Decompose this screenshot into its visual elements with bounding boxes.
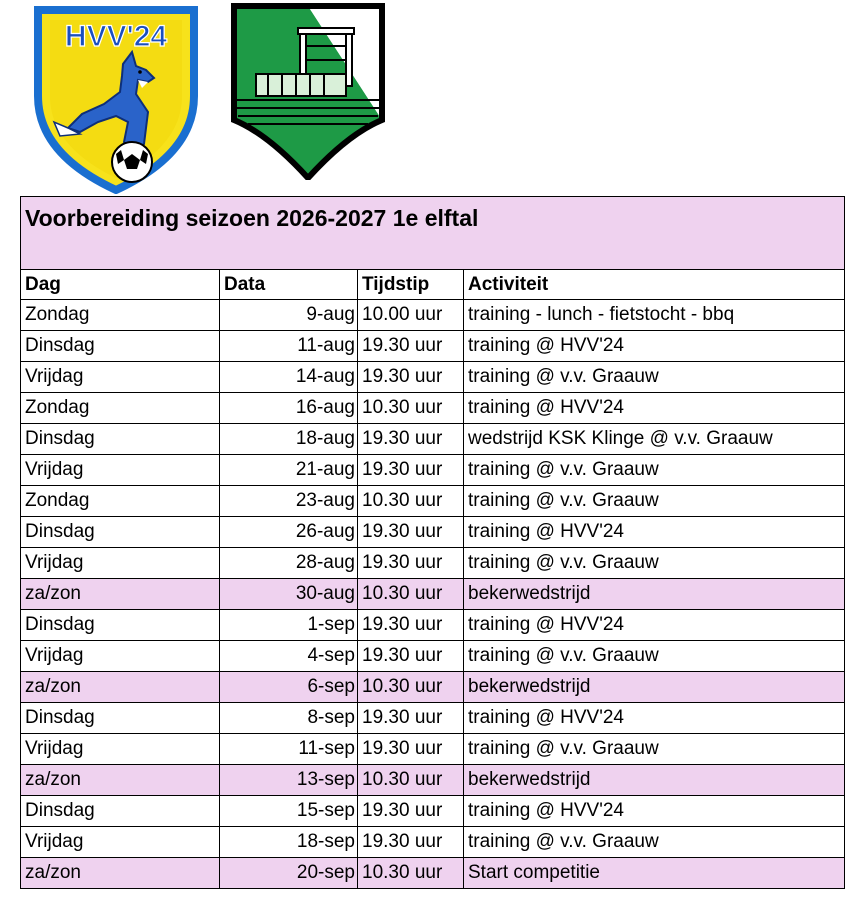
cell-tijdstip: 10.30 uur xyxy=(358,393,464,424)
cell-activiteit: bekerwedstrijd xyxy=(464,672,845,703)
cell-activiteit: training @ v.v. Graauw xyxy=(464,734,845,765)
cell-dag: Dinsdag xyxy=(21,796,220,827)
cell-tijdstip: 19.30 uur xyxy=(358,455,464,486)
cell-activiteit: training @ HVV'24 xyxy=(464,331,845,362)
cell-data: 18-sep xyxy=(220,827,358,858)
cell-data: 14-aug xyxy=(220,362,358,393)
cell-dag: Dinsdag xyxy=(21,331,220,362)
table-row xyxy=(21,331,845,362)
cell-tijdstip: 19.30 uur xyxy=(358,610,464,641)
cell-dag: Zondag xyxy=(21,486,220,517)
cell-tijdstip: 19.30 uur xyxy=(358,331,464,362)
cell-dag: Zondag xyxy=(21,300,220,331)
cell-dag: Vrijdag xyxy=(21,548,220,579)
cell-tijdstip: 19.30 uur xyxy=(358,641,464,672)
cell-activiteit: training @ v.v. Graauw xyxy=(464,486,845,517)
cell-dag: Vrijdag xyxy=(21,641,220,672)
cell-activiteit: bekerwedstrijd xyxy=(464,765,845,796)
cell-activiteit: training @ v.v. Graauw xyxy=(464,455,845,486)
header-dag: Dag xyxy=(21,270,220,300)
table-row xyxy=(21,734,845,765)
header-tijdstip: Tijdstip xyxy=(358,270,464,300)
cell-data: 26-aug xyxy=(220,517,358,548)
cell-data: 4-sep xyxy=(220,641,358,672)
cell-dag: Dinsdag xyxy=(21,517,220,548)
cell-activiteit: training @ HVV'24 xyxy=(464,703,845,734)
schedule-body xyxy=(21,300,845,889)
table-row xyxy=(21,393,845,424)
graauw-logo xyxy=(228,2,388,180)
cell-dag: za/zon xyxy=(21,858,220,889)
cell-data: 16-aug xyxy=(220,393,358,424)
cell-tijdstip: 19.30 uur xyxy=(358,796,464,827)
cell-data: 11-sep xyxy=(220,734,358,765)
cell-tijdstip: 19.30 uur xyxy=(358,424,464,455)
cell-data: 30-aug xyxy=(220,579,358,610)
cell-dag: za/zon xyxy=(21,579,220,610)
cell-tijdstip: 10.30 uur xyxy=(358,858,464,889)
table-row xyxy=(21,424,845,455)
table-row xyxy=(21,765,845,796)
table-row xyxy=(21,455,845,486)
header-activiteit: Activiteit xyxy=(464,270,845,300)
cell-data: 18-aug xyxy=(220,424,358,455)
table-row xyxy=(21,362,845,393)
cell-activiteit: training @ v.v. Graauw xyxy=(464,641,845,672)
football-icon xyxy=(112,142,152,182)
cell-tijdstip: 10.00 uur xyxy=(358,300,464,331)
table-row xyxy=(21,641,845,672)
schedule-table xyxy=(20,196,845,889)
cell-tijdstip: 19.30 uur xyxy=(358,827,464,858)
cell-tijdstip: 10.30 uur xyxy=(358,579,464,610)
schedule-title: Voorbereiding seizoen 2026-2027 1e elftal xyxy=(21,197,845,270)
cell-activiteit: training @ v.v. Graauw xyxy=(464,362,845,393)
cell-dag: Zondag xyxy=(21,393,220,424)
table-row xyxy=(21,796,845,827)
table-row xyxy=(21,300,845,331)
cell-activiteit: training @ HVV'24 xyxy=(464,517,845,548)
cell-data: 9-aug xyxy=(220,300,358,331)
hvv24-logo-text: HVV'24 xyxy=(64,20,168,53)
cell-dag: za/zon xyxy=(21,765,220,796)
cell-tijdstip: 10.30 uur xyxy=(358,672,464,703)
cell-data: 11-aug xyxy=(220,331,358,362)
cell-tijdstip: 19.30 uur xyxy=(358,734,464,765)
cell-data: 20-sep xyxy=(220,858,358,889)
cell-activiteit: training - lunch - fietstocht - bbq xyxy=(464,300,845,331)
cell-dag: Vrijdag xyxy=(21,455,220,486)
cell-dag: Dinsdag xyxy=(21,424,220,455)
table-row xyxy=(21,610,845,641)
cell-activiteit: bekerwedstrijd xyxy=(464,579,845,610)
cell-dag: Dinsdag xyxy=(21,703,220,734)
cell-activiteit: wedstrijd KSK Klinge @ v.v. Graauw xyxy=(464,424,845,455)
cell-activiteit: training @ HVV'24 xyxy=(464,393,845,424)
cell-dag: Vrijdag xyxy=(21,734,220,765)
table-row xyxy=(21,858,845,889)
cell-activiteit: Start competitie xyxy=(464,858,845,889)
table-row xyxy=(21,672,845,703)
table-row xyxy=(21,703,845,734)
header-data: Data xyxy=(220,270,358,300)
cell-data: 13-sep xyxy=(220,765,358,796)
cell-data: 21-aug xyxy=(220,455,358,486)
cell-tijdstip: 10.30 uur xyxy=(358,765,464,796)
cell-tijdstip: 19.30 uur xyxy=(358,548,464,579)
cell-activiteit: training @ HVV'24 xyxy=(464,610,845,641)
cell-dag: Dinsdag xyxy=(21,610,220,641)
title-row xyxy=(21,197,845,270)
cell-tijdstip: 10.30 uur xyxy=(358,486,464,517)
hvv24-logo xyxy=(28,4,204,194)
cell-dag: Vrijdag xyxy=(21,362,220,393)
cell-data: 15-sep xyxy=(220,796,358,827)
cell-activiteit: training @ v.v. Graauw xyxy=(464,827,845,858)
cell-activiteit: training @ v.v. Graauw xyxy=(464,548,845,579)
cell-activiteit: training @ HVV'24 xyxy=(464,796,845,827)
cell-tijdstip: 19.30 uur xyxy=(358,703,464,734)
cell-dag: Vrijdag xyxy=(21,827,220,858)
cell-data: 23-aug xyxy=(220,486,358,517)
table-row xyxy=(21,827,845,858)
cell-data: 28-aug xyxy=(220,548,358,579)
cell-data: 6-sep xyxy=(220,672,358,703)
cell-data: 1-sep xyxy=(220,610,358,641)
cell-tijdstip: 19.30 uur xyxy=(358,362,464,393)
cell-dag: za/zon xyxy=(21,672,220,703)
table-row xyxy=(21,579,845,610)
header-row xyxy=(21,270,845,300)
cell-tijdstip: 19.30 uur xyxy=(358,517,464,548)
cell-data: 8-sep xyxy=(220,703,358,734)
table-row xyxy=(21,486,845,517)
table-row xyxy=(21,548,845,579)
table-row xyxy=(21,517,845,548)
